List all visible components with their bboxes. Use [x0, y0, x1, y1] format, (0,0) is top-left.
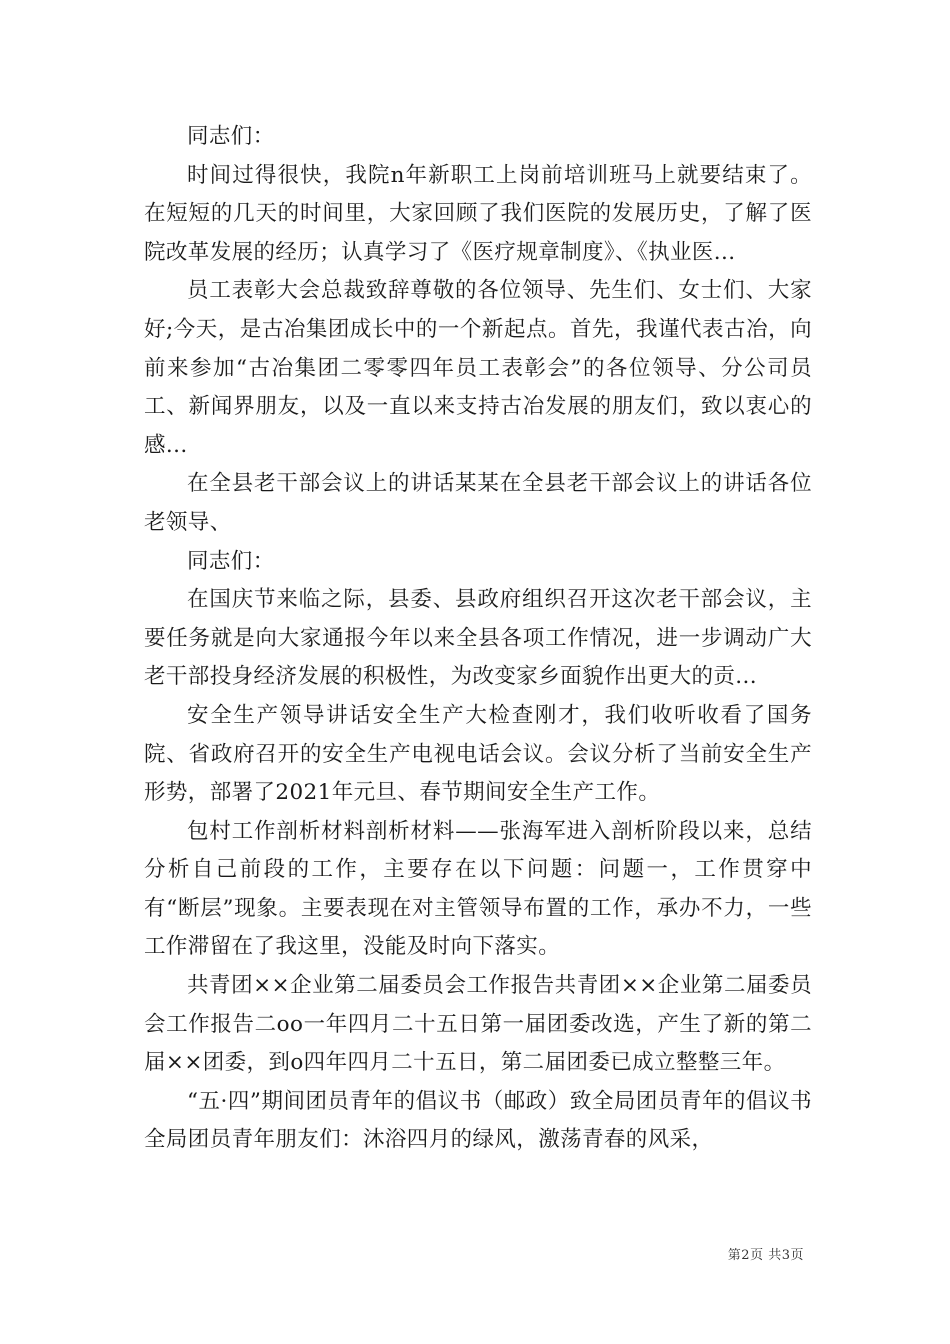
paragraph: 包村工作剖析材料剖析材料——张海军进入剖析阶段以来，总结分析自己前段的工作，主要存在以下问题：问题一，工作贯穿中有“断层”现象。主要表现在对主管领导布置的工作，承办不力，一些工作滞留在了我这里，没能及时向下落实。 [144, 818, 812, 960]
paragraph: 同志们： [187, 548, 275, 574]
paragraph: 在国庆节来临之际，县委、县政府组织召开这次老干部会议，主要任务就是向大家通报今年以来全县各项工作情况，进一步调动广大老干部投身经济发展的积极性，为改变家乡面貌作出更大的贡... [144, 587, 812, 690]
paragraph: 同志们： [187, 124, 275, 149]
paragraph: 共青团××企业第二届委员会工作报告共青团××企业第二届委员会工作报告二oo一年四月二十五日第一届团委改选，产生了新的第二届××团委，到o四年四月二十五日，第二届团委已成立整整三年。 [144, 973, 812, 1076]
document-body [144, 118, 812, 1160]
paragraph: 在全县老干部会议上的讲话某某在全县老干部会议上的讲话各位老领导、 [144, 471, 812, 535]
footer-suffix: 页 [790, 1248, 804, 1263]
paragraph: 员工表彰大会总裁致辞尊敬的各位领导、先生们、女士们、大家好;今天，是古冶集团成长中的一个新起点。首先，我谨代表古冶，向前来参加“古冶集团二零零四年员工表彰会”的各位领导、分公司员工、新闻界朋友，以及一直以来支持古冶发展的朋友们，致以衷心的感... [144, 278, 812, 458]
paragraph: 安全生产领导讲话安全生产大检查刚才，我们收听收看了国务院、省政府召开的安全生产电视电话会议。会议分析了当前安全生产形势，部署了2021年元旦、春节期间安全生产工作。 [144, 702, 812, 806]
footer-prefix: 第 [727, 1248, 742, 1263]
current-page-number: 2 [741, 1248, 751, 1263]
paragraph: 时间过得很快，我院n年新职工上岗前培训班马上就要结束了。在短短的几天的时间里，大家回顾了我们医院的发展历史，了解了医院改革发展的经历；认真学习了《医疗规章制度》、《执业医... [144, 162, 812, 265]
footer-middle: 页 共 [750, 1248, 782, 1263]
paragraph: “五·四”期间团员青年的倡议书（邮政）致全局团员青年的倡议书全局团员青年朋友们：沐浴四月的绿风，激荡青春的风采， [144, 1088, 812, 1153]
total-page-number: 3 [781, 1248, 791, 1263]
page-number-footer [728, 1244, 804, 1263]
